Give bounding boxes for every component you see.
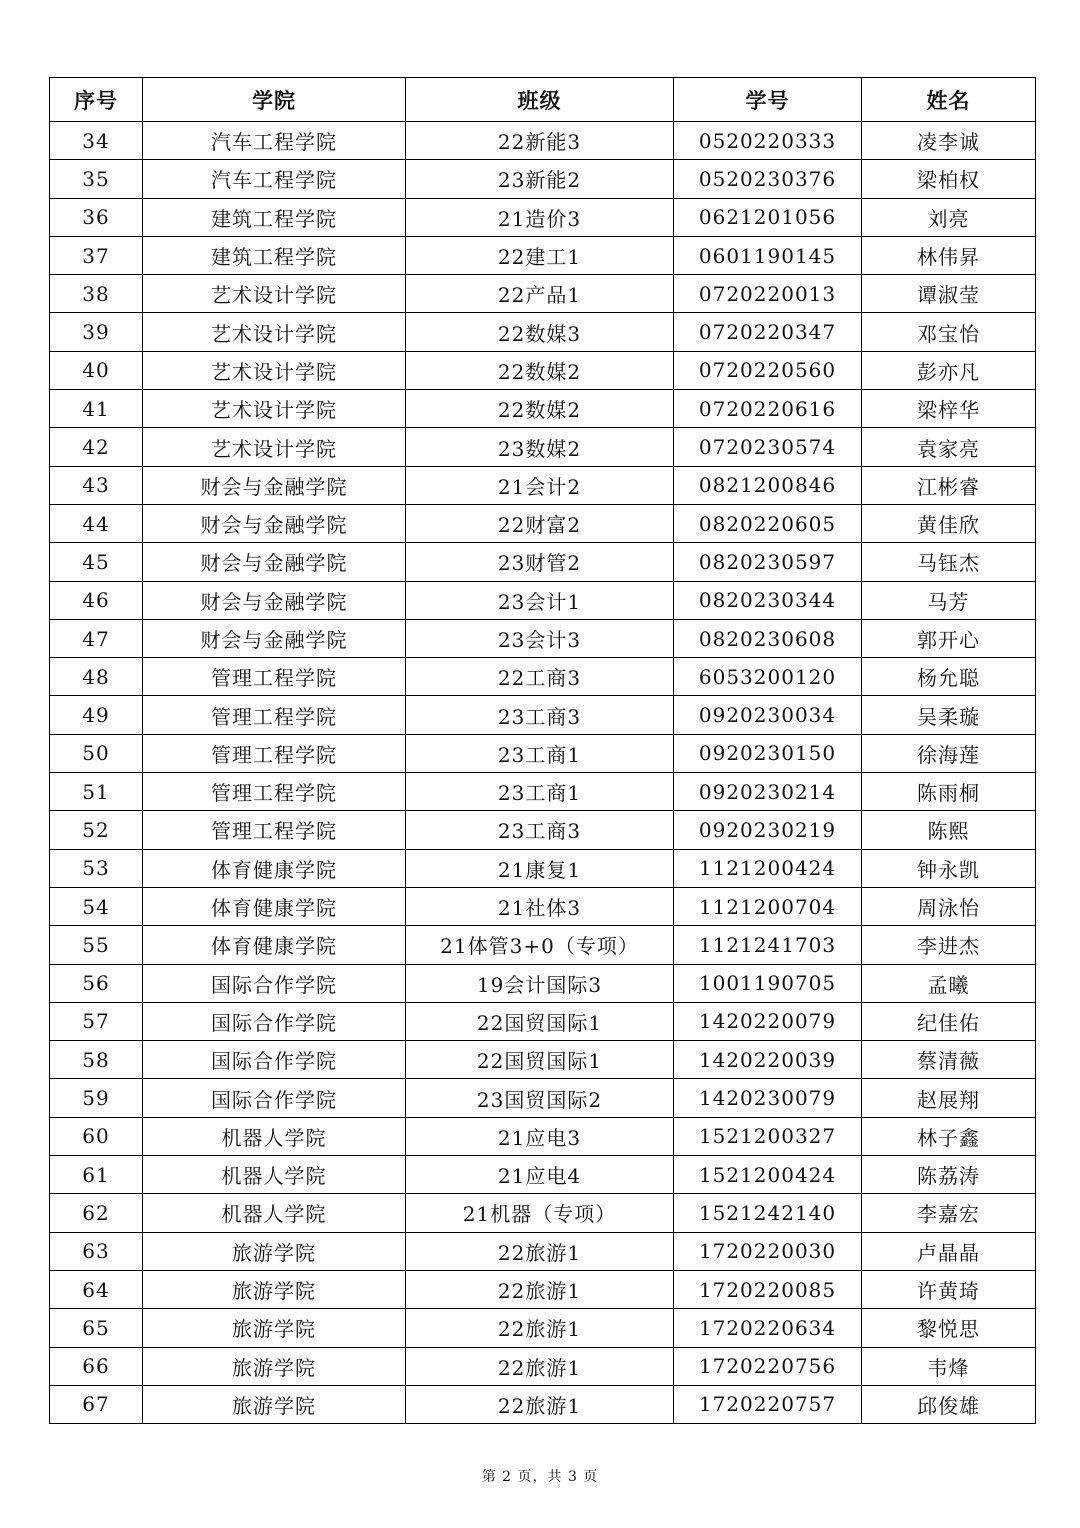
cell-college: 艺术设计学院: [143, 390, 406, 428]
cell-class: 21康复1: [406, 849, 674, 887]
cell-class: 22数媒3: [406, 313, 674, 351]
cell-student-id: 0520230376: [674, 160, 862, 198]
cell-no: 49: [50, 696, 143, 734]
cell-name: 林子鑫: [862, 1117, 1036, 1155]
cell-no: 35: [50, 160, 143, 198]
table-row: [50, 198, 1036, 236]
cell-college: 财会与金融学院: [143, 466, 406, 504]
table-row: [50, 1156, 1036, 1194]
table-row: [50, 964, 1036, 1002]
table-row: [50, 466, 1036, 504]
cell-class: 22工商3: [406, 658, 674, 696]
cell-name: 陈荔涛: [862, 1156, 1036, 1194]
cell-college: 机器人学院: [143, 1194, 406, 1232]
cell-no: 51: [50, 773, 143, 811]
cell-no: 52: [50, 811, 143, 849]
table-header-row: [50, 78, 1036, 122]
cell-college: 机器人学院: [143, 1117, 406, 1155]
cell-college: 汽车工程学院: [143, 160, 406, 198]
cell-student-id: 0720230574: [674, 428, 862, 466]
cell-name: 梁柏权: [862, 160, 1036, 198]
cell-student-id: 0920230219: [674, 811, 862, 849]
cell-no: 57: [50, 1002, 143, 1040]
cell-class: 21应电4: [406, 1156, 674, 1194]
cell-no: 62: [50, 1194, 143, 1232]
cell-college: 国际合作学院: [143, 1002, 406, 1040]
cell-college: 艺术设计学院: [143, 313, 406, 351]
cell-no: 58: [50, 1041, 143, 1079]
cell-name: 韦烽: [862, 1347, 1036, 1385]
cell-no: 44: [50, 504, 143, 542]
cell-student-id: 1420220079: [674, 1002, 862, 1040]
cell-college: 管理工程学院: [143, 734, 406, 772]
cell-class: 22新能3: [406, 122, 674, 160]
table-row: [50, 390, 1036, 428]
table-row: [50, 1041, 1036, 1079]
cell-student-id: 1420230079: [674, 1079, 862, 1117]
table-row: [50, 1270, 1036, 1308]
cell-name: 梁梓华: [862, 390, 1036, 428]
cell-student-id: 0820230344: [674, 581, 862, 619]
cell-student-id: 1720220757: [674, 1385, 862, 1423]
cell-class: 21应电3: [406, 1117, 674, 1155]
cell-no: 55: [50, 926, 143, 964]
table-row: [50, 887, 1036, 925]
table-row: [50, 428, 1036, 466]
table-row: [50, 543, 1036, 581]
cell-no: 60: [50, 1117, 143, 1155]
table-row: [50, 658, 1036, 696]
table-row: [50, 734, 1036, 772]
cell-college: 管理工程学院: [143, 773, 406, 811]
cell-college: 建筑工程学院: [143, 236, 406, 274]
cell-name: 徐海莲: [862, 734, 1036, 772]
cell-college: 体育健康学院: [143, 887, 406, 925]
student-list-table: [49, 77, 1036, 1424]
cell-class: 22国贸国际1: [406, 1002, 674, 1040]
cell-student-id: 1720220030: [674, 1232, 862, 1270]
cell-no: 56: [50, 964, 143, 1002]
cell-student-id: 1420220039: [674, 1041, 862, 1079]
cell-student-id: 1521200424: [674, 1156, 862, 1194]
cell-no: 63: [50, 1232, 143, 1270]
cell-student-id: 0520220333: [674, 122, 862, 160]
cell-name: 陈雨桐: [862, 773, 1036, 811]
table-row: [50, 1002, 1036, 1040]
cell-class: 23工商3: [406, 696, 674, 734]
header-class: 班级: [406, 78, 674, 122]
cell-student-id: 6053200120: [674, 658, 862, 696]
cell-college: 旅游学院: [143, 1347, 406, 1385]
cell-class: 22国贸国际1: [406, 1041, 674, 1079]
cell-class: 22财富2: [406, 504, 674, 542]
cell-college: 旅游学院: [143, 1232, 406, 1270]
header-name: 姓名: [862, 78, 1036, 122]
cell-college: 汽车工程学院: [143, 122, 406, 160]
cell-student-id: 0820220605: [674, 504, 862, 542]
cell-class: 22产品1: [406, 275, 674, 313]
cell-no: 66: [50, 1347, 143, 1385]
cell-no: 39: [50, 313, 143, 351]
cell-class: 22数媒2: [406, 351, 674, 389]
cell-name: 纪佳佑: [862, 1002, 1036, 1040]
cell-class: 22旅游1: [406, 1270, 674, 1308]
cell-student-id: 1121241703: [674, 926, 862, 964]
cell-no: 65: [50, 1309, 143, 1347]
cell-no: 61: [50, 1156, 143, 1194]
cell-student-id: 1521242140: [674, 1194, 862, 1232]
cell-no: 34: [50, 122, 143, 160]
cell-no: 36: [50, 198, 143, 236]
cell-name: 马芳: [862, 581, 1036, 619]
cell-student-id: 0920230150: [674, 734, 862, 772]
cell-class: 21会计2: [406, 466, 674, 504]
table-row: [50, 1117, 1036, 1155]
table-row: [50, 275, 1036, 313]
cell-student-id: 0720220616: [674, 390, 862, 428]
cell-class: 22旅游1: [406, 1309, 674, 1347]
cell-college: 财会与金融学院: [143, 581, 406, 619]
header-college: 学院: [143, 78, 406, 122]
cell-student-id: 0720220560: [674, 351, 862, 389]
cell-college: 财会与金融学院: [143, 543, 406, 581]
cell-class: 22建工1: [406, 236, 674, 274]
cell-name: 李嘉宏: [862, 1194, 1036, 1232]
cell-name: 吴柔璇: [862, 696, 1036, 734]
cell-name: 许黄琦: [862, 1270, 1036, 1308]
cell-college: 国际合作学院: [143, 1079, 406, 1117]
cell-name: 袁家亮: [862, 428, 1036, 466]
table-row: [50, 926, 1036, 964]
cell-name: 卢晶晶: [862, 1232, 1036, 1270]
cell-name: 黎悦思: [862, 1309, 1036, 1347]
cell-name: 邱俊雄: [862, 1385, 1036, 1423]
cell-student-id: 0601190145: [674, 236, 862, 274]
cell-name: 李进杰: [862, 926, 1036, 964]
cell-college: 管理工程学院: [143, 696, 406, 734]
cell-name: 刘亮: [862, 198, 1036, 236]
cell-no: 59: [50, 1079, 143, 1117]
cell-class: 23工商3: [406, 811, 674, 849]
cell-class: 22旅游1: [406, 1232, 674, 1270]
table-row: [50, 696, 1036, 734]
cell-student-id: 1720220756: [674, 1347, 862, 1385]
cell-class: 23会计1: [406, 581, 674, 619]
header-student-id: 学号: [674, 78, 862, 122]
cell-class: 23会计3: [406, 619, 674, 657]
cell-no: 46: [50, 581, 143, 619]
cell-student-id: 0920230214: [674, 773, 862, 811]
cell-no: 50: [50, 734, 143, 772]
cell-name: 邓宝怡: [862, 313, 1036, 351]
cell-college: 旅游学院: [143, 1309, 406, 1347]
cell-name: 蔡清薇: [862, 1041, 1036, 1079]
table-row: [50, 811, 1036, 849]
table-row: [50, 849, 1036, 887]
cell-college: 艺术设计学院: [143, 428, 406, 466]
cell-class: 23财管2: [406, 543, 674, 581]
cell-no: 40: [50, 351, 143, 389]
cell-student-id: 1121200704: [674, 887, 862, 925]
cell-student-id: 0820230597: [674, 543, 862, 581]
page-footer: 第 2 页，共 3 页: [481, 1469, 599, 1485]
cell-name: 江彬睿: [862, 466, 1036, 504]
cell-no: 42: [50, 428, 143, 466]
cell-class: 23工商1: [406, 734, 674, 772]
cell-class: 21体管3+0（专项）: [406, 926, 674, 964]
cell-no: 41: [50, 390, 143, 428]
cell-college: 艺术设计学院: [143, 275, 406, 313]
cell-name: 凌李诚: [862, 122, 1036, 160]
table-row: [50, 504, 1036, 542]
table-row: [50, 773, 1036, 811]
table-row: [50, 313, 1036, 351]
cell-name: 林伟昇: [862, 236, 1036, 274]
table-body: [50, 122, 1036, 1424]
cell-class: 23工商1: [406, 773, 674, 811]
cell-no: 54: [50, 887, 143, 925]
cell-name: 杨允聪: [862, 658, 1036, 696]
table-row: [50, 160, 1036, 198]
cell-no: 67: [50, 1385, 143, 1423]
cell-college: 体育健康学院: [143, 926, 406, 964]
cell-class: 23国贸国际2: [406, 1079, 674, 1117]
cell-college: 机器人学院: [143, 1156, 406, 1194]
cell-college: 管理工程学院: [143, 658, 406, 696]
cell-class: 19会计国际3: [406, 964, 674, 1002]
cell-student-id: 0720220347: [674, 313, 862, 351]
cell-student-id: 1720220634: [674, 1309, 862, 1347]
table-row: [50, 619, 1036, 657]
cell-class: 22数媒2: [406, 390, 674, 428]
cell-name: 谭淑莹: [862, 275, 1036, 313]
cell-college: 艺术设计学院: [143, 351, 406, 389]
cell-no: 37: [50, 236, 143, 274]
table-row: [50, 581, 1036, 619]
cell-name: 钟永凯: [862, 849, 1036, 887]
cell-name: 陈熙: [862, 811, 1036, 849]
table-row: [50, 122, 1036, 160]
cell-class: 21社体3: [406, 887, 674, 925]
cell-no: 53: [50, 849, 143, 887]
cell-college: 旅游学院: [143, 1385, 406, 1423]
cell-name: 郭开心: [862, 619, 1036, 657]
table-row: [50, 351, 1036, 389]
cell-no: 48: [50, 658, 143, 696]
cell-no: 38: [50, 275, 143, 313]
header-no: 序号: [50, 78, 143, 122]
cell-no: 45: [50, 543, 143, 581]
table-row: [50, 1232, 1036, 1270]
cell-student-id: 1521200327: [674, 1117, 862, 1155]
table-row: [50, 1309, 1036, 1347]
table-row: [50, 1347, 1036, 1385]
cell-name: 彭亦凡: [862, 351, 1036, 389]
cell-class: 22旅游1: [406, 1385, 674, 1423]
cell-class: 21机器（专项）: [406, 1194, 674, 1232]
cell-class: 22旅游1: [406, 1347, 674, 1385]
cell-name: 孟曦: [862, 964, 1036, 1002]
table-row: [50, 1079, 1036, 1117]
cell-no: 64: [50, 1270, 143, 1308]
cell-student-id: 0920230034: [674, 696, 862, 734]
cell-college: 财会与金融学院: [143, 619, 406, 657]
cell-student-id: 1121200424: [674, 849, 862, 887]
cell-student-id: 0821200846: [674, 466, 862, 504]
cell-class: 23数媒2: [406, 428, 674, 466]
cell-student-id: 1001190705: [674, 964, 862, 1002]
cell-college: 建筑工程学院: [143, 198, 406, 236]
cell-class: 21造价3: [406, 198, 674, 236]
cell-name: 黄佳欣: [862, 504, 1036, 542]
cell-student-id: 1720220085: [674, 1270, 862, 1308]
cell-college: 国际合作学院: [143, 1041, 406, 1079]
table-row: [50, 236, 1036, 274]
cell-class: 23新能2: [406, 160, 674, 198]
cell-student-id: 0621201056: [674, 198, 862, 236]
cell-student-id: 0720220013: [674, 275, 862, 313]
cell-college: 旅游学院: [143, 1270, 406, 1308]
cell-student-id: 0820230608: [674, 619, 862, 657]
table-row: [50, 1385, 1036, 1423]
table-row: [50, 1194, 1036, 1232]
cell-no: 43: [50, 466, 143, 504]
cell-college: 体育健康学院: [143, 849, 406, 887]
cell-college: 财会与金融学院: [143, 504, 406, 542]
cell-college: 国际合作学院: [143, 964, 406, 1002]
cell-name: 马钰杰: [862, 543, 1036, 581]
cell-college: 管理工程学院: [143, 811, 406, 849]
cell-name: 赵展翔: [862, 1079, 1036, 1117]
cell-name: 周泳怡: [862, 887, 1036, 925]
cell-no: 47: [50, 619, 143, 657]
